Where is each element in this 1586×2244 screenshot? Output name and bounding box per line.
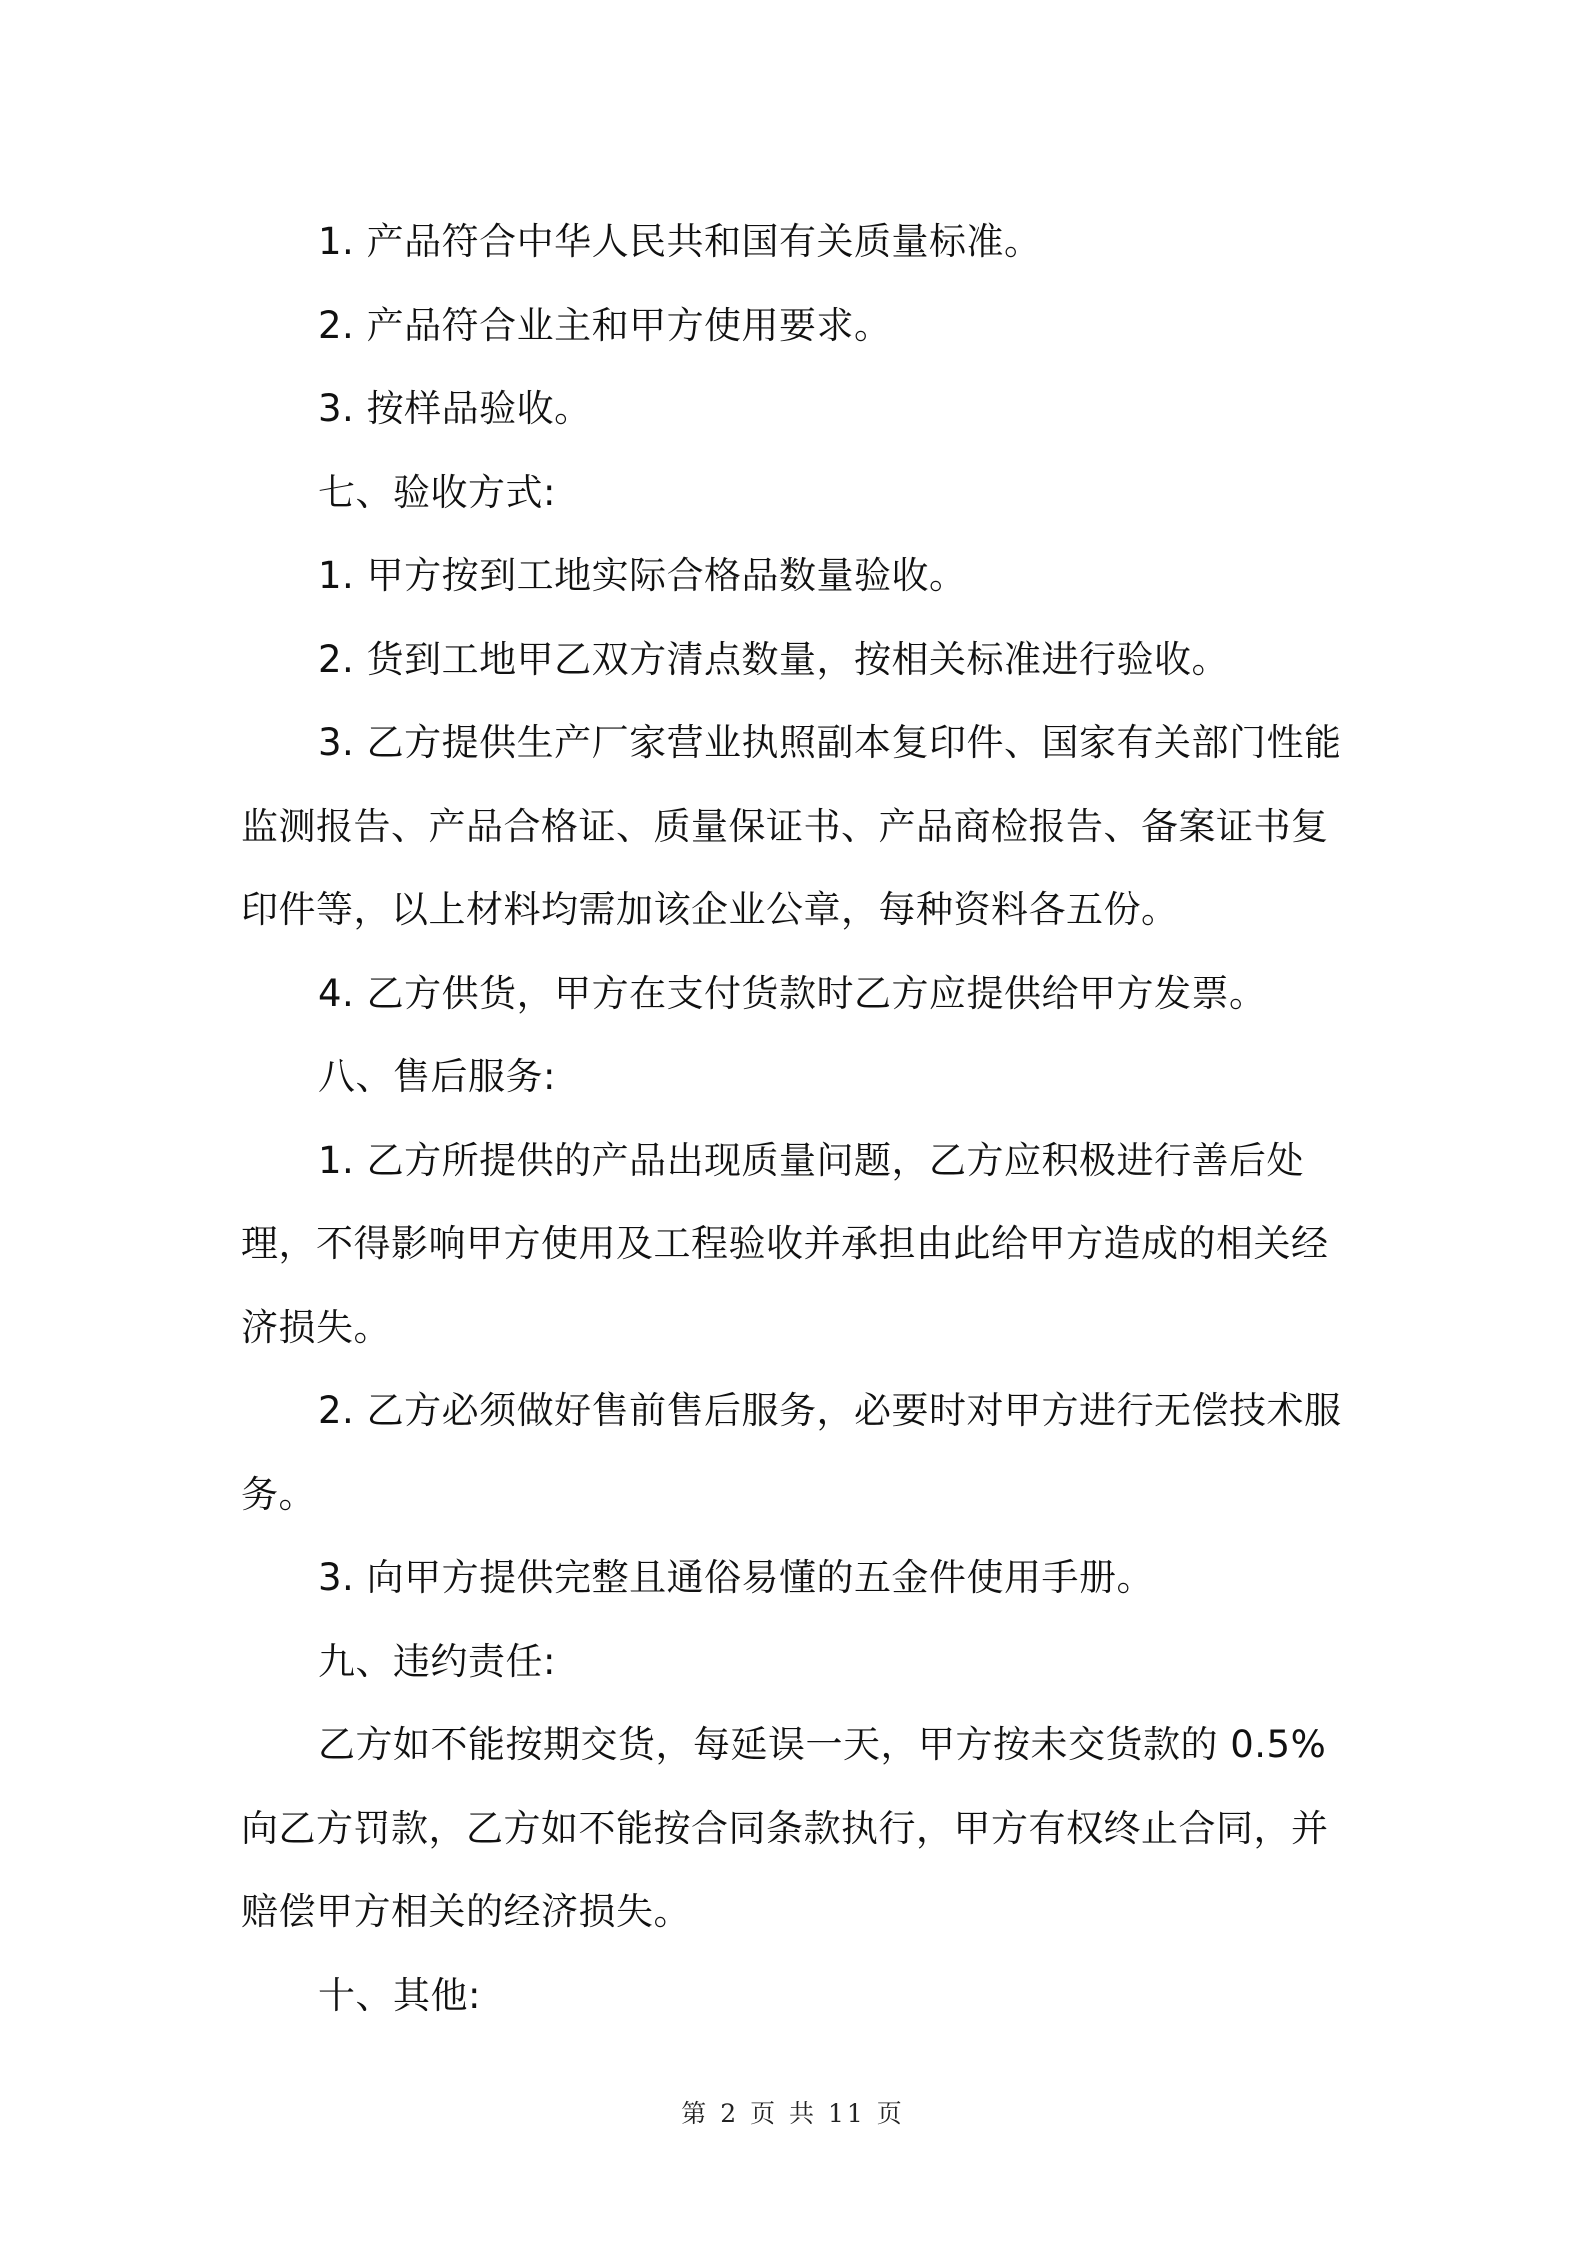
clause-8-item-1: 1. 乙方所提供的产品出现质量问题，乙方应积极进行善后处理，不得影响甲方使用及工程验收并承担由此给甲方造成的相关经济损失。 xyxy=(241,1138,1329,1349)
section-heading-other: 十、其他: xyxy=(318,1973,481,2017)
section-heading-liability: 九、违约责任: xyxy=(318,1639,556,1683)
clause-8-item-3: 3. 向甲方提供完整且通俗易懂的五金件使用手册。 xyxy=(318,1556,1155,1599)
clause-7-item-1: 1. 甲方按到工地实际合格品数量验收。 xyxy=(318,554,967,597)
clause-8-item-2: 2. 乙方必须做好售前售后服务，必要时对甲方进行无偿技术服务。 xyxy=(241,1389,1342,1516)
clause-7-item-3: 3. 乙方提供生产厂家营业执照副本复印件、国家有关部门性能监测报告、产品合格证、质量保证书、产品商检报告、备案证书复印件等，以上材料均需加该企业公章，每种资料各五份。 xyxy=(241,721,1342,931)
page-number-footer: 第 2 页 共 11 页 xyxy=(681,2099,905,2128)
clause-7-item-2: 2. 货到工地甲乙双方清点数量，按相关标准进行验收。 xyxy=(318,637,1230,681)
document-body xyxy=(241,200,1351,2037)
clause-7-item-4: 4. 乙方供货，甲方在支付货款时乙方应提供给甲方发票。 xyxy=(318,971,1267,1015)
section-heading-after-sales: 八、售后服务: xyxy=(318,1055,556,1098)
clause-6-item-2: 2. 产品符合业主和甲方使用要求。 xyxy=(318,303,892,347)
clause-6-item-1: 1. 产品符合中华人民共和国有关质量标准。 xyxy=(318,220,1042,263)
clause-6-item-3: 3. 按样品验收。 xyxy=(318,387,592,430)
clause-9-text: 乙方如不能按期交货，每延误一天，甲方按未交货款的 0.5%向乙方罚款，乙方如不能按合同条款执行，甲方有权终止合同，并赔偿甲方相关的经济损失。 xyxy=(241,1723,1329,1933)
section-heading-acceptance-method: 七、验收方式: xyxy=(318,470,556,514)
